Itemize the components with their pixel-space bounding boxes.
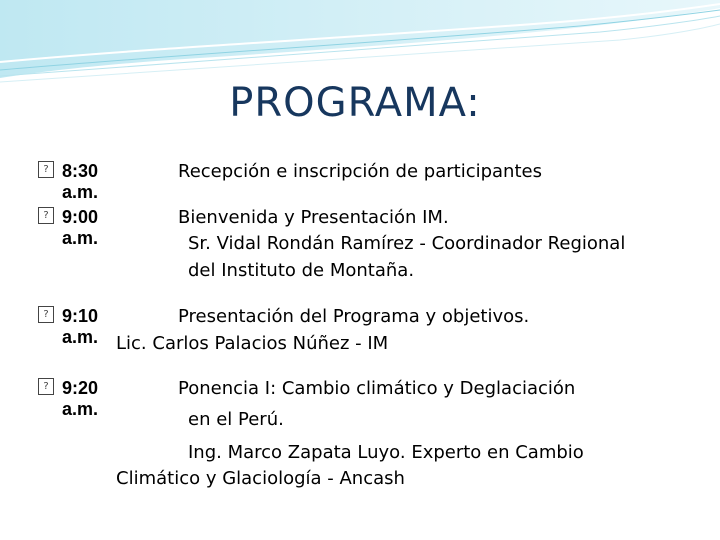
item-line: Lic. Carlos Palacios Núñez - IM bbox=[116, 333, 389, 354]
bullet-box-icon: ? bbox=[38, 207, 54, 224]
item-line: Ponencia I: Cambio climático y Deglaciación bbox=[178, 378, 576, 399]
item-time: 9:20 a.m. bbox=[62, 378, 99, 419]
item-line: Bienvenida y Presentación IM. bbox=[178, 207, 449, 228]
header-wave-decoration bbox=[0, 0, 720, 90]
item-line: Presentación del Programa y objetivos. bbox=[178, 306, 530, 327]
item-line: Recepción e inscripción de participantes bbox=[178, 161, 542, 182]
bullet-box-icon: ? bbox=[38, 306, 54, 323]
item-line: del Instituto de Montaña. bbox=[188, 260, 415, 281]
item-time: 9:10 a.m. bbox=[62, 306, 99, 347]
item-time: 8:30 a.m. bbox=[62, 161, 99, 202]
item-line: Climático y Glaciología - Ancash bbox=[116, 468, 405, 489]
bullet-box-icon: ? bbox=[38, 378, 54, 395]
item-line: en el Perú. bbox=[188, 409, 284, 430]
item-line: Ing. Marco Zapata Luyo. Experto en Cambio bbox=[188, 442, 584, 463]
page-title: PROGRAMA: bbox=[229, 80, 481, 126]
bullet-box-icon: ? bbox=[38, 161, 54, 178]
item-time: 9:00 a.m. bbox=[62, 207, 99, 248]
item-line: Sr. Vidal Rondán Ramírez - Coordinador Regional bbox=[188, 233, 626, 254]
